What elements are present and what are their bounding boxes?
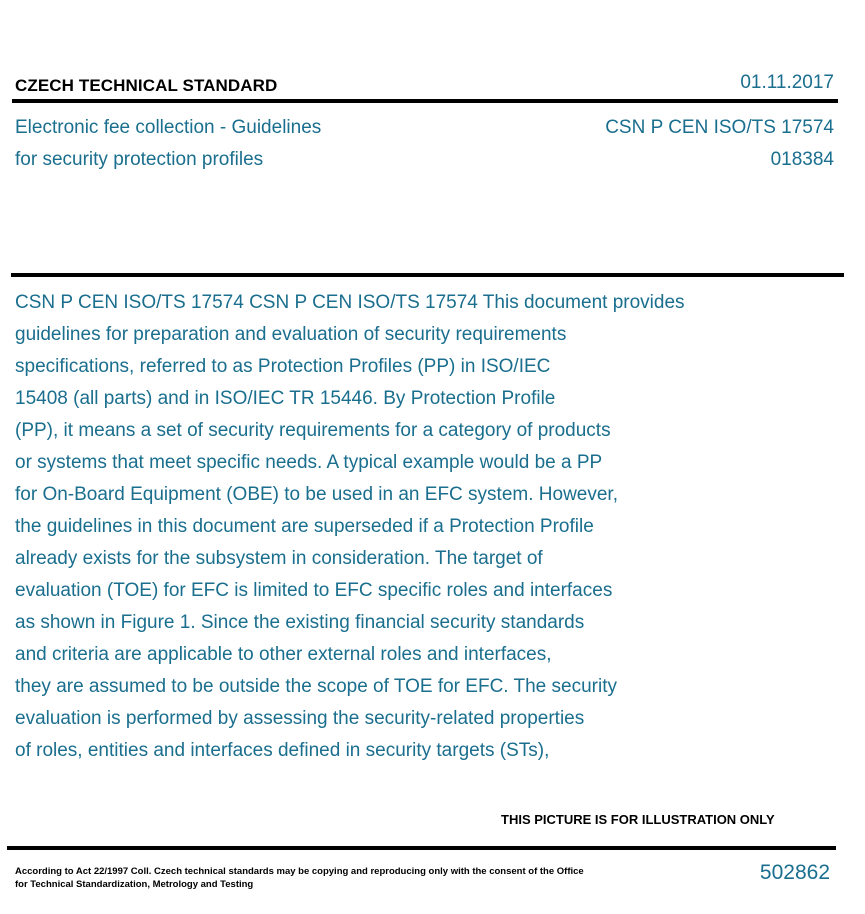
catalog-number: 018384 <box>770 149 834 170</box>
copyright-note-line-2: for Technical Standardization, Metrology and Testing <box>15 879 254 890</box>
abstract-line: (PP), it means a set of security requirements for a category of products <box>15 420 611 441</box>
publication-date: 01.11.2017 <box>740 72 834 93</box>
footer-divider <box>7 846 836 850</box>
standard-code: CSN P CEN ISO/TS 17574 <box>605 117 834 138</box>
document-type-heading: CZECH TECHNICAL STANDARD <box>15 76 278 95</box>
copyright-note-line-1: According to Act 22/1997 Coll. Czech technical standards may be copying and reproducing only with the consent of the Office <box>15 866 584 877</box>
standard-title-line-2: for security protection profiles <box>15 149 264 170</box>
abstract-line: as shown in Figure 1. Since the existing financial security standards <box>15 612 585 633</box>
abstract-line: already exists for the subsystem in consideration. The target of <box>15 548 543 569</box>
header-divider <box>12 99 838 103</box>
standard-title-line-1: Electronic fee collection - Guidelines <box>15 117 322 138</box>
abstract-line: guidelines for preparation and evaluation of security requirements <box>15 324 567 345</box>
illustration-disclaimer: THIS PICTURE IS FOR ILLUSTRATION ONLY <box>501 812 775 827</box>
abstract-line: 15408 (all parts) and in ISO/IEC TR 15446. By Protection Profile <box>15 388 556 409</box>
title-divider <box>11 273 844 277</box>
abstract-line: or systems that meet specific needs. A typical example would be a PP <box>15 452 603 473</box>
abstract-line: of roles, entities and interfaces defined in security targets (STs), <box>15 740 550 761</box>
footer-code: 502862 <box>759 861 830 884</box>
abstract-line: and criteria are applicable to other external roles and interfaces, <box>15 644 552 665</box>
abstract-line: specifications, referred to as Protection Profiles (PP) in ISO/IEC <box>15 356 551 377</box>
abstract-line: evaluation is performed by assessing the security-related properties <box>15 708 585 729</box>
abstract-line: the guidelines in this document are superseded if a Protection Profile <box>15 516 594 537</box>
abstract-line: evaluation (TOE) for EFC is limited to EFC specific roles and interfaces <box>15 580 613 601</box>
abstract-line: CSN P CEN ISO/TS 17574 CSN P CEN ISO/TS 17574 This document provides <box>15 292 685 313</box>
abstract-line: for On-Board Equipment (OBE) to be used in an EFC system. However, <box>15 484 618 505</box>
abstract-line: they are assumed to be outside the scope of TOE for EFC. The security <box>15 676 617 697</box>
